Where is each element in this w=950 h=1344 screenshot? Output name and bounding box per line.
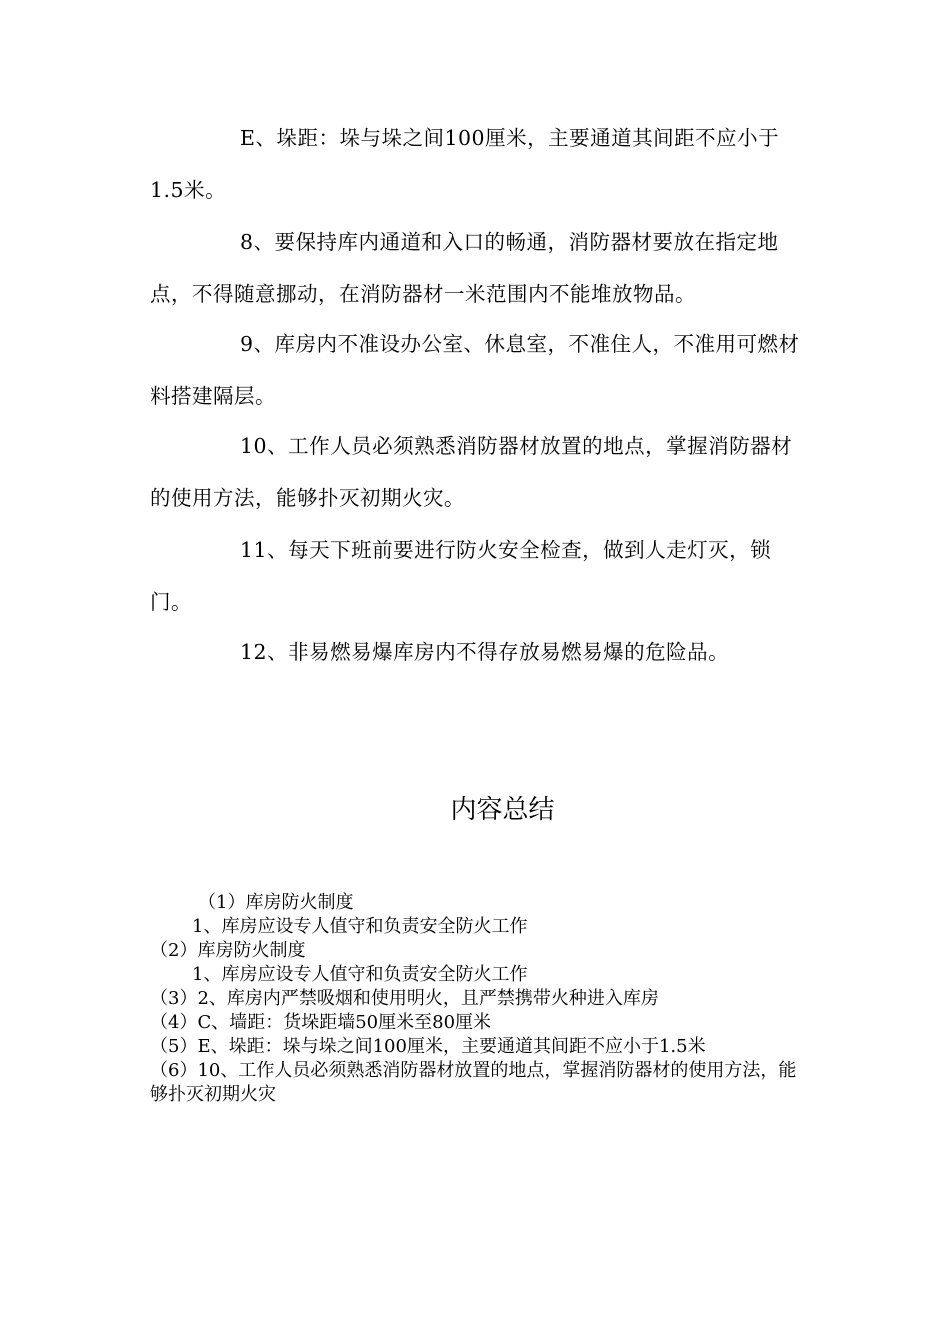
summary-line: （1）库房防火制度 (198, 892, 354, 913)
summary-list (150, 891, 800, 1107)
paragraph-rule-10: 10、工作人员必须熟悉消防器材放置的地点，掌握消防器材的使用方法，能够扑灭初期火灾。 (150, 434, 793, 510)
summary-line: （2）库房防火制度 (150, 940, 306, 961)
paragraph-rule-11: 11、每天下班前要进行防火安全检查，做到人走灯灭，锁门。 (150, 538, 772, 614)
summary-line: （6）10、工作人员必须熟悉消防器材放置的地点，掌握消防器材的使用方法，能够扑灭初期火灾 (150, 1060, 797, 1105)
paragraph-stack-distance: E、垛距：垛与垛之间100厘米，主要通道其间距不应小于1.5米。 (150, 126, 780, 202)
paragraph-rule-8: 8、要保持库内通道和入口的畅通，消防器材要放在指定地点，不得随意挪动，在消防器材一米范围内不能堆放物品。 (150, 230, 779, 306)
summary-line: 1、库房应设专人值守和负责安全防火工作 (192, 964, 528, 985)
summary-line: （3）2、库房内严禁吸烟和使用明火，且严禁携带火种进入库房 (150, 988, 659, 1009)
paragraph-rule-12: 12、非易燃易爆库房内不得存放易燃易爆的危险品。 (240, 640, 730, 664)
summary-line: 1、库房应设专人值守和负责安全防火工作 (192, 916, 528, 937)
paragraph-rule-9: 9、库房内不准设办公室、休息室，不准住人，不准用可燃材料搭建隔层。 (150, 332, 800, 408)
summary-line: （5）E、垛距：垛与垛之间100厘米，主要通道其间距不应小于1.5米 (150, 1036, 706, 1057)
summary-line: （4）C、墙距：货垛距墙50厘米至80厘米 (150, 1012, 492, 1033)
summary-title: 内容总结 (450, 795, 555, 825)
